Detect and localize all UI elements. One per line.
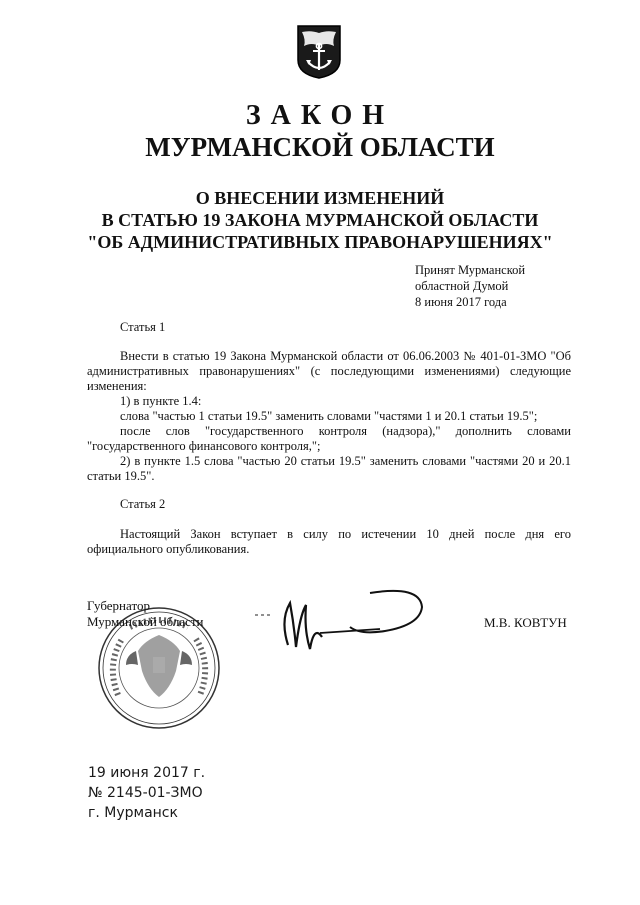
coat-of-arms-icon — [296, 24, 342, 80]
article-2-heading: Статья 2 — [120, 497, 166, 511]
handwritten-signature — [250, 585, 450, 665]
signing-date: 19 июня 2017 г. — [88, 765, 206, 781]
document-type-title: ЗАКОН — [245, 100, 395, 131]
law-subtitle-line-2: В СТАТЬЮ 19 ЗАКОНА МУРМАНСКОЙ ОБЛАСТИ — [101, 210, 539, 230]
adoption-line-3: 8 июня 2017 года — [415, 295, 507, 309]
article-1-intro: Внести в статью 19 Закона Мурманской области от 06.06.2003 № 401-01-ЗМО "Об административных правонарушениях" (с последующими изменениями) следующие изменения: — [87, 349, 571, 393]
signatory-title — [87, 598, 204, 630]
article-1-body — [87, 349, 571, 484]
region-title: МУРМАНСКОЙ ОБЛАСТИ — [145, 132, 495, 162]
article-1-item-1: 1) в пункте 1.4: — [120, 394, 202, 408]
law-number: № 2145-01-ЗМО — [88, 785, 203, 801]
adoption-note — [415, 262, 525, 310]
law-subtitle-line-3: "ОБ АДМИНИСТРАТИВНЫХ ПРАВОНАРУШЕНИЯХ" — [87, 232, 553, 252]
adoption-line-1: Принят Мурманской — [415, 263, 526, 277]
signatory-title-line-1: Губернатор — [87, 598, 150, 613]
article-1-item-1b: после слов "государственного контроля (надзора)," дополнить словами "государственного финансового контроля,"; — [87, 424, 571, 453]
registration-block — [88, 763, 205, 823]
article-1-item-2: 2) в пункте 1.5 слова "частью 20 статьи 19.5" заменить словами "частями 20 и 20.1 статьи 19.5". — [87, 454, 571, 483]
article-1-item-1a: слова "частью 1 статьи 19.5" заменить словами "частями 1 и 20.1 статьи 19.5"; — [120, 409, 538, 423]
signer-name: М.В. КОВТУН — [484, 615, 567, 630]
article-2-body — [87, 527, 571, 557]
adoption-line-2: областной Думой — [415, 279, 509, 293]
article-2-text: Настоящий Закон вступает в силу по истечении 10 дней после дня его официального опубликования. — [87, 527, 571, 556]
signatory-title-line-2: Мурманской области — [87, 614, 204, 629]
article-1-heading: Статья 1 — [120, 320, 166, 334]
signing-place: г. Мурманск — [88, 805, 178, 821]
law-subtitle-line-1: О ВНЕСЕНИИ ИЗМЕНЕНИЙ — [195, 188, 445, 208]
